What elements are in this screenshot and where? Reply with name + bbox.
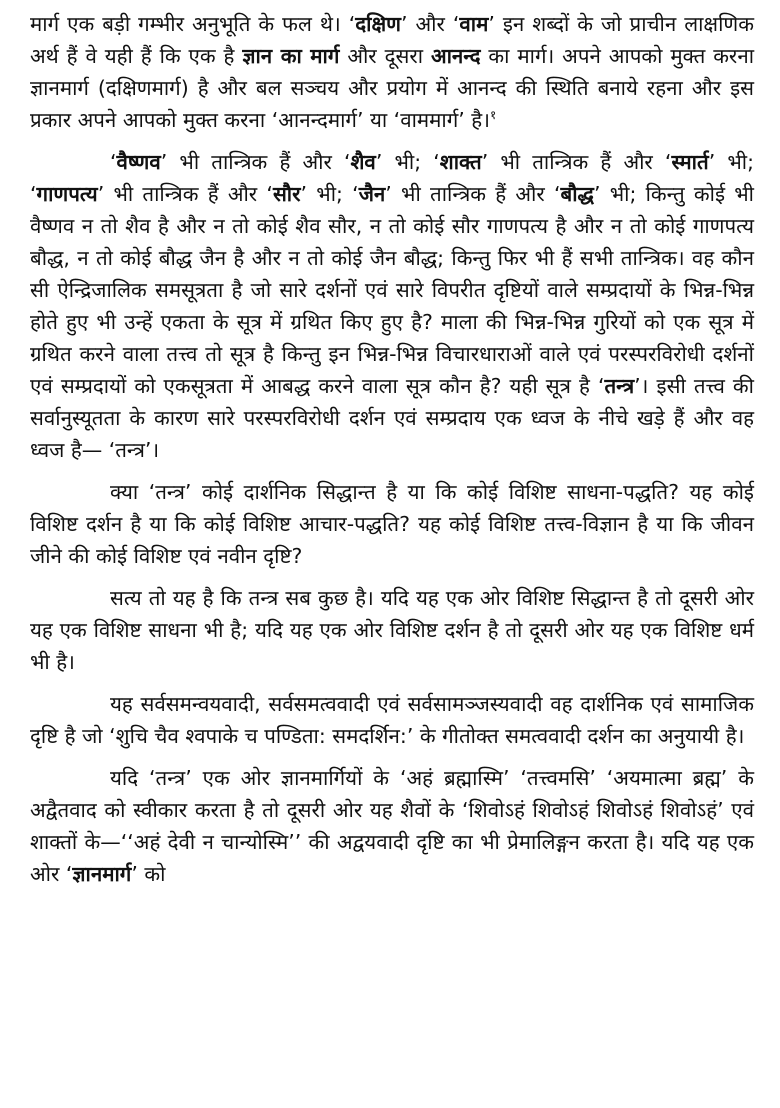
text-run: ’ भी; ‘ [375, 150, 440, 174]
bold-term: शैव [350, 150, 376, 174]
paragraph [30, 688, 754, 752]
paragraph [30, 146, 754, 466]
text-run: ’ भी तान्त्रिक हैं और ‘ [481, 150, 672, 174]
bold-term: गाणपत्य [36, 182, 98, 206]
text-run: का मार्ग। अपने आपको मुक्त करना ज्ञानमार्ग (दक्षिणमार्ग) है और बल सञ्चय और प्रयोग में आनन्द की स्थिति बनाये रहना और इस प्रकार अपने आपको मुक्त करना ‘आनन्दमार्ग’ या ‘वाममार्ग’ है। [30, 44, 755, 132]
text-run: ’ भी; ‘ [30, 150, 754, 206]
text-run: क्या ‘तन्त्र’ कोई दार्शनिक सिद्धान्त है या कि कोई विशिष्ट साधना-पद्धति? यह कोई विशिष्ट दर्शन है या कि कोई विशिष्ट आचार-पद्धति? यह कोई विशिष्ट तत्त्व-विज्ञान है या कि जीवन जीने की कोई विशिष्ट एवं नवीन दृष्टि? [30, 480, 754, 568]
text-run: ’। इसी तत्त्व की सर्वानुस्यूतता के कारण सारे परस्परविरोधी दर्शन एवं सम्प्रदाय एक ध्वज के नीचे खड़े हैं और वह ध्वज है— ‘तन्त्र’। [30, 374, 754, 462]
bold-term: ज्ञानमार्ग [72, 862, 132, 886]
bold-term: वैष्णव [116, 150, 161, 174]
text-run: यह सर्वसमन्वयवादी, सर्वसमत्ववादी एवं सर्वसामञ्जस्यवादी वह दार्शनिक एवं सामाजिक दृष्टि है जो ‘शुचि चैव श्वपाके च पण्डिता: समदर्शिन:’ के गीतोक्त समत्ववादी दर्शन का अनुयायी है। [30, 692, 754, 748]
paragraph [30, 582, 754, 678]
footnote-marker: १ [489, 108, 497, 123]
paragraph [30, 476, 754, 572]
paragraph [30, 8, 754, 136]
text-run: ’ भी; ‘ [300, 182, 359, 206]
text-run: ’ भी तान्त्रिक हैं और ‘ [385, 182, 561, 206]
bold-term: सौर [272, 182, 301, 206]
bold-term: शाक्त [439, 150, 482, 174]
text-run: और दूसरा [339, 44, 431, 68]
bold-term: वाम [459, 12, 489, 36]
text-run: सत्य तो यह है कि तन्त्र सब कुछ है। यदि यह एक ओर विशिष्ट सिद्धान्त है तो दूसरी ओर यह एक विशिष्ट साधना भी है; यदि यह एक ओर विशिष्ट दर्शन है तो दूसरी ओर यह एक विशिष्ट धर्म भी है। [30, 586, 754, 674]
text-run: ’ इन शब्दों के जो प्राचीन लाक्षणिक अर्थ हैं वे यही हैं कि एक है [30, 12, 754, 68]
bold-term: बौद्ध [560, 182, 594, 206]
text-run: यदि ‘तन्त्र’ एक ओर ज्ञानमार्गियों के ‘अहं ब्रह्मास्मि’ ‘तत्त्वमसि’ ‘अयमात्मा ब्रह्म’ के अद्वैतवाद को स्वीकार करता है तो दूसरी ओर यह शैवों के ‘शिवोऽहं शिवोऽहं शिवोऽहं शिवोऽहं’ एवं शाक्तों के—‘‘अहं देवी न चान्योस्मि’’ की अद्वयवादी दृष्टि का भी प्रेमालिङ्गन करता है। यदि यह एक ओर ‘ [30, 766, 754, 886]
paragraph [30, 762, 754, 890]
text-run: ’ भी तान्त्रिक हैं और ‘ [160, 150, 351, 174]
bold-term: जैन [358, 182, 386, 206]
text-run: ’ को [131, 862, 166, 886]
bold-term: दक्षिण [355, 12, 401, 36]
text-run: ’ भी तान्त्रिक हैं और ‘ [97, 182, 273, 206]
text-run: ’ और ‘ [400, 12, 460, 36]
text-run: मार्ग एक बड़ी गम्भीर अनुभूति के फल थे। ‘ [30, 12, 356, 36]
bold-term: स्मार्त [671, 150, 709, 174]
bold-term: तन्त्र [604, 374, 635, 398]
bold-term: आनन्द [430, 44, 481, 68]
text-run: ‘ [110, 150, 117, 174]
text-run: ’ भी; किन्तु कोई भी वैष्णव न तो शैव है और न तो कोई शैव सौर, न तो कोई सौर गाणपत्य है और न तो कोई गाणपत्य बौद्ध, न तो कोई बौद्ध जैन है और न तो कोई जैन बौद्ध; किन्तु फिर भी हैं सभी तान्त्रिक। वह कौन सी ऐन्द्रिजालिक समसूत्रता है जो सारे दर्शनों एवं सारे विपरीत दृष्टियों वाले सम्प्रदायों के भिन्न-भिन्न होते हुए भी उन्हें एकता के सूत्र में ग्रथित किए हुए है? माला की भिन्न-भिन्न गुरियों को एक सूत्र में ग्रथित करने वाला तत्त्व तो सूत्र है किन्तु इन भिन्न-भिन्न विचारधाराओं वाले एवं परस्परविरोधी दर्शनों एवं सम्प्रदायों को एकसूत्रता में आबद्ध करने वाला सूत्र कौन है? यही सूत्र है ‘ [30, 182, 754, 398]
bold-term: ज्ञान का मार्ग [242, 44, 340, 68]
